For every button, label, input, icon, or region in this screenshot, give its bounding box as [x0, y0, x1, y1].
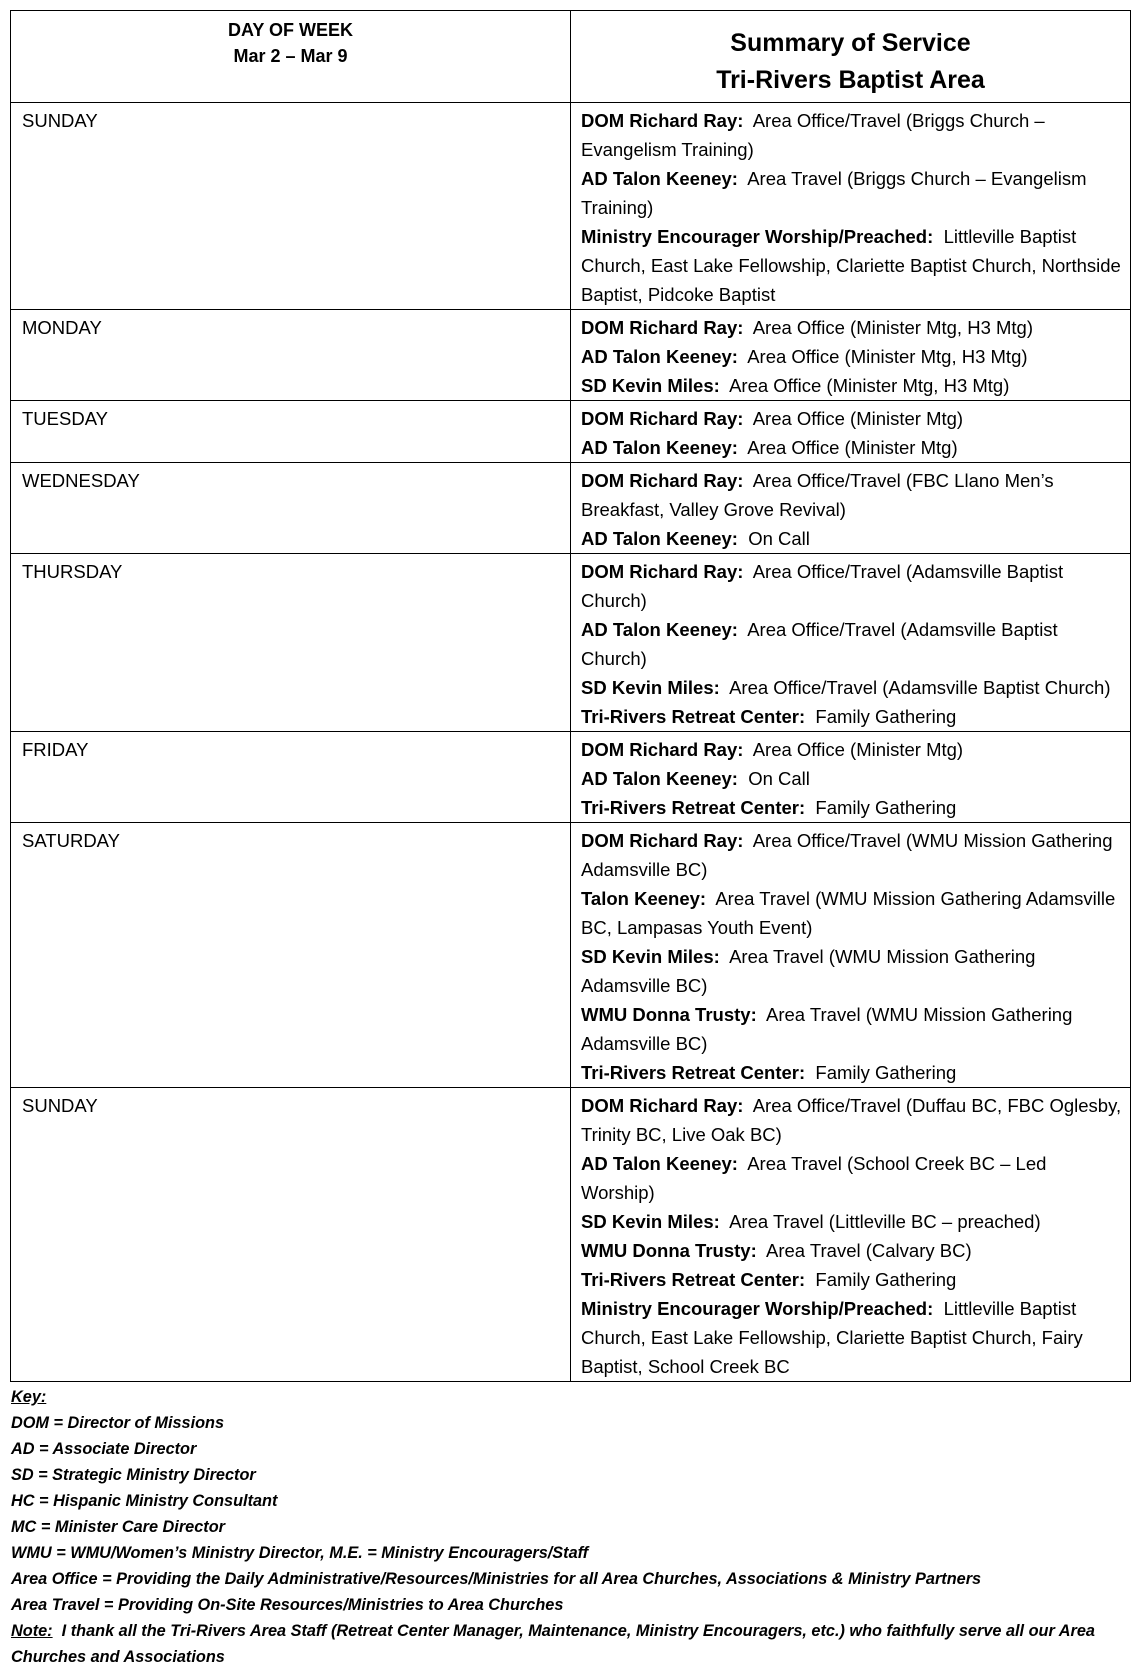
entry-label: AD Talon Keeney:: [581, 437, 738, 458]
key-item: SD = Strategic Ministry Director: [11, 1466, 256, 1484]
entry-label: Tri-Rivers Retreat Center:: [581, 1062, 806, 1083]
service-entry: [581, 557, 1124, 615]
entry-text: Area Office/Travel (Adamsville Baptist Church): [581, 619, 1058, 669]
summary-cell: [571, 732, 1131, 823]
entry-label: WMU Donna Trusty:: [581, 1240, 757, 1261]
entry-label: Tri-Rivers Retreat Center:: [581, 1269, 806, 1290]
entry-label: DOM Richard Ray:: [581, 561, 744, 582]
summary-header: [571, 11, 1131, 103]
day-cell: SUNDAY: [11, 1088, 571, 1382]
service-entry: [581, 702, 1124, 731]
entry-text: Area Office/Travel (WMU Mission Gathering Adamsville BC): [581, 830, 1113, 880]
service-entry: [581, 404, 1124, 433]
service-entry: [581, 313, 1124, 342]
entry-label: DOM Richard Ray:: [581, 739, 744, 760]
key-legend: [10, 1384, 1121, 1670]
table-row: [11, 732, 1131, 823]
summary-cell: [571, 310, 1131, 401]
day-cell: THURSDAY: [11, 554, 571, 732]
note-label: Note:: [11, 1622, 53, 1640]
day-cell: MONDAY: [11, 310, 571, 401]
entry-label: SD Kevin Miles:: [581, 375, 720, 396]
service-entry: [581, 222, 1124, 309]
table-row: [11, 310, 1131, 401]
service-entry: [581, 826, 1124, 884]
service-entry: [581, 164, 1124, 222]
entry-text: Area Travel (Briggs Church – Evangelism Training): [581, 168, 1087, 218]
service-entry: [581, 524, 1124, 553]
entry-label: SD Kevin Miles:: [581, 677, 720, 698]
entry-text: Family Gathering: [815, 1062, 957, 1083]
entry-text: Area Office/Travel (Adamsville Baptist Church): [581, 561, 1064, 611]
service-entry: [581, 1149, 1124, 1207]
service-entry: [581, 106, 1124, 164]
service-entry: [581, 1058, 1124, 1087]
service-entry: [581, 1236, 1124, 1265]
entry-text: Area Travel (WMU Mission Gathering Adamsville BC): [581, 1004, 1073, 1054]
service-entry: [581, 673, 1124, 702]
entry-label: Tri-Rivers Retreat Center:: [581, 706, 806, 727]
entry-text: Area Travel (Calvary BC): [766, 1240, 972, 1261]
entry-text: Area Office (Minister Mtg): [747, 437, 958, 458]
entry-label: AD Talon Keeney:: [581, 168, 738, 189]
entry-label: Talon Keeney:: [581, 888, 707, 909]
summary-cell: [571, 554, 1131, 732]
entry-text: Family Gathering: [815, 706, 957, 727]
service-entry: [581, 615, 1124, 673]
entry-label: AD Talon Keeney:: [581, 768, 738, 789]
entry-text: Area Travel (WMU Mission Gathering Adamsville BC, Lampasas Youth Event): [581, 888, 1116, 938]
table-row: [11, 463, 1131, 554]
summary-cell: [571, 463, 1131, 554]
day-col-title: DAY OF WEEK: [227, 20, 354, 40]
service-entry: [581, 764, 1124, 793]
entry-text: Area Office/Travel (Briggs Church – Evangelism Training): [581, 110, 1045, 160]
entry-label: DOM Richard Ray:: [581, 830, 744, 851]
entry-label: Tri-Rivers Retreat Center:: [581, 797, 806, 818]
entry-label: Ministry Encourager Worship/Preached:: [581, 1298, 934, 1319]
entry-text: Littleville Baptist Church, East Lake Fellowship, Clariette Baptist Church, Northside Baptist, Pidcoke Baptist: [581, 226, 1121, 305]
entry-label: WMU Donna Trusty:: [581, 1004, 757, 1025]
entry-text: Family Gathering: [815, 1269, 957, 1290]
entry-text: Area Office (Minister Mtg, H3 Mtg): [747, 346, 1028, 367]
entry-label: AD Talon Keeney:: [581, 346, 738, 367]
summary-cell: [571, 823, 1131, 1088]
service-summary-table: [10, 10, 1131, 1382]
entry-label: SD Kevin Miles:: [581, 1211, 720, 1232]
table-header-row: [11, 11, 1131, 103]
table-row: [11, 823, 1131, 1088]
entry-label: Ministry Encourager Worship/Preached:: [581, 226, 934, 247]
summary-cell: [571, 401, 1131, 463]
day-of-week-header: [11, 11, 571, 103]
key-heading: Key:: [11, 1388, 47, 1406]
day-cell: SUNDAY: [11, 103, 571, 310]
note-text: I thank all the Tri-Rivers Area Staff (Retreat Center Manager, Maintenance, Ministry Encouragers, etc.) who faithfully serve all our Area Churches and Associations: [11, 1622, 1095, 1666]
service-entry: [581, 342, 1124, 371]
entry-label: AD Talon Keeney:: [581, 619, 738, 640]
key-item: WMU = WMU/Women’s Ministry Director, M.E. = Ministry Encouragers/Staff: [11, 1544, 589, 1562]
note: [11, 1618, 1121, 1670]
entry-text: Area Office/Travel (Duffau BC, FBC Oglesby, Trinity BC, Live Oak BC): [581, 1095, 1122, 1145]
entry-text: On Call: [748, 528, 810, 549]
page-subtitle: Tri-Rivers Baptist Area: [716, 66, 985, 94]
service-entry: [581, 1265, 1124, 1294]
entry-text: Family Gathering: [815, 797, 957, 818]
key-item: HC = Hispanic Ministry Consultant: [11, 1492, 278, 1510]
table-row: [11, 554, 1131, 732]
service-entry: [581, 433, 1124, 462]
entry-label: DOM Richard Ray:: [581, 317, 744, 338]
day-cell: SATURDAY: [11, 823, 571, 1088]
day-cell: TUESDAY: [11, 401, 571, 463]
day-cell: WEDNESDAY: [11, 463, 571, 554]
service-entry: [581, 884, 1124, 942]
service-entry: [581, 1207, 1124, 1236]
key-item: Area Office = Providing the Daily Administrative/Resources/Ministries for all Area Churches, Associations & Ministry Partners: [11, 1570, 982, 1588]
entry-text: Area Office/Travel (Adamsville Baptist Church): [729, 677, 1111, 698]
entry-label: DOM Richard Ray:: [581, 408, 744, 429]
entry-text: Littleville Baptist Church, East Lake Fellowship, Clariette Baptist Church, Fairy Baptist, School Creek BC: [581, 1298, 1083, 1377]
summary-cell: [571, 1088, 1131, 1382]
entry-text: Area Office/Travel (FBC Llano Men’s Breakfast, Valley Grove Revival): [581, 470, 1054, 520]
table-row: [11, 103, 1131, 310]
service-entry: [581, 1091, 1124, 1149]
table-row: [11, 1088, 1131, 1382]
key-item: MC = Minister Care Director: [11, 1518, 225, 1536]
date-range: Mar 2 – Mar 9: [233, 46, 348, 66]
entry-text: Area Office (Minister Mtg): [752, 739, 964, 760]
table-row: [11, 401, 1131, 463]
page-title: Summary of Service: [730, 29, 971, 57]
service-entry: [581, 735, 1124, 764]
day-cell: FRIDAY: [11, 732, 571, 823]
key-item: AD = Associate Director: [11, 1440, 197, 1458]
entry-text: Area Office (Minister Mtg): [752, 408, 964, 429]
entry-label: AD Talon Keeney:: [581, 1153, 738, 1174]
entry-text: On Call: [748, 768, 810, 789]
entry-text: Area Travel (Littleville BC – preached): [729, 1211, 1041, 1232]
service-entry: [581, 942, 1124, 1000]
service-entry: [581, 793, 1124, 822]
entry-text: Area Office (Minister Mtg, H3 Mtg): [729, 375, 1010, 396]
entry-text: Area Office (Minister Mtg, H3 Mtg): [752, 317, 1033, 338]
service-entry: [581, 466, 1124, 524]
entry-text: Area Travel (WMU Mission Gathering Adamsville BC): [581, 946, 1036, 996]
key-item: Area Travel = Providing On-Site Resources/Ministries to Area Churches: [11, 1596, 564, 1614]
key-item: DOM = Director of Missions: [11, 1414, 225, 1432]
entry-label: DOM Richard Ray:: [581, 470, 744, 491]
entry-label: SD Kevin Miles:: [581, 946, 720, 967]
entry-text: Area Travel (School Creek BC – Led Worship): [581, 1153, 1047, 1203]
entry-label: DOM Richard Ray:: [581, 110, 744, 131]
summary-cell: [571, 103, 1131, 310]
service-entry: [581, 1000, 1124, 1058]
entry-label: AD Talon Keeney:: [581, 528, 738, 549]
service-entry: [581, 371, 1124, 400]
service-entry: [581, 1294, 1124, 1381]
entry-label: DOM Richard Ray:: [581, 1095, 744, 1116]
